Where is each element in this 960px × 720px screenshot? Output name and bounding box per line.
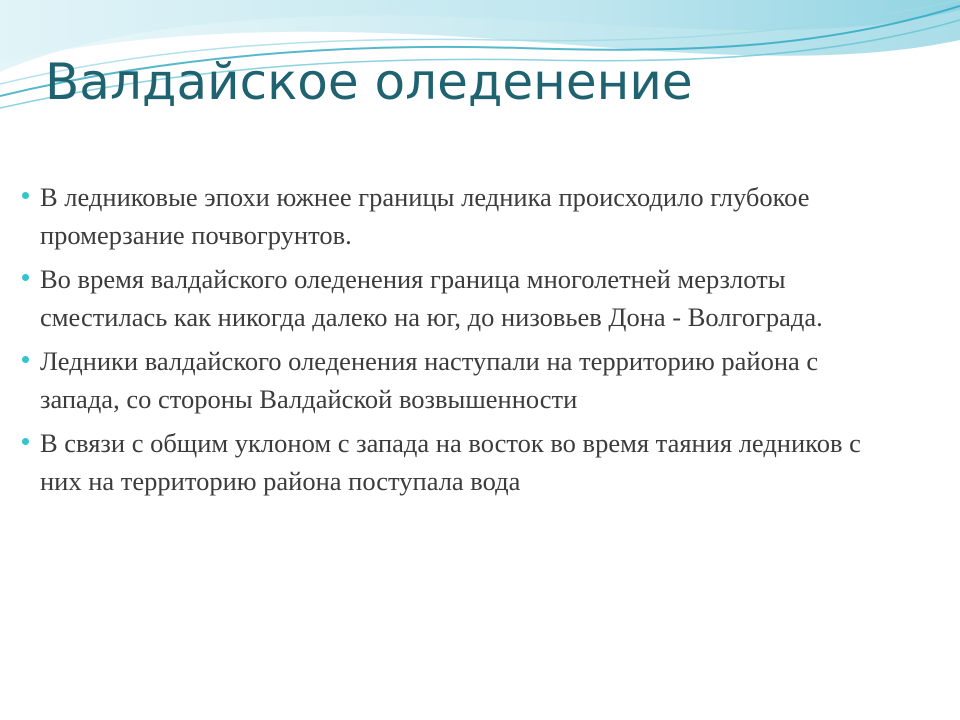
bullet-text: В связи с общим уклоном с запада на восток во время таяния ледников с них на территорию района поступала вода (40, 428, 861, 496)
bullet-item (22, 260, 902, 336)
bullet-dot-icon (22, 356, 29, 363)
bullet-dot-icon (22, 274, 29, 281)
bullet-list (22, 178, 902, 506)
bullet-item (22, 342, 902, 418)
bullet-text: Ледники валдайского оледенения наступали на территорию района с запада, со стороны Валдайской возвышенности (40, 346, 819, 414)
bullet-dot-icon (22, 438, 29, 445)
bullet-item (22, 424, 902, 500)
bullet-text: Во время валдайского оледенения граница многолетней мерзлоты сместилась как никогда далеко на юг, до низовьев Дона - Волгограда. (40, 264, 823, 332)
bullet-dot-icon (22, 192, 29, 199)
bullet-text: В ледниковые эпохи южнее границы ледника происходило глубокое промерзание почвогрунтов. (40, 182, 810, 250)
bullet-item (22, 178, 902, 254)
slide-title: Валдайское оледенение (45, 53, 693, 111)
